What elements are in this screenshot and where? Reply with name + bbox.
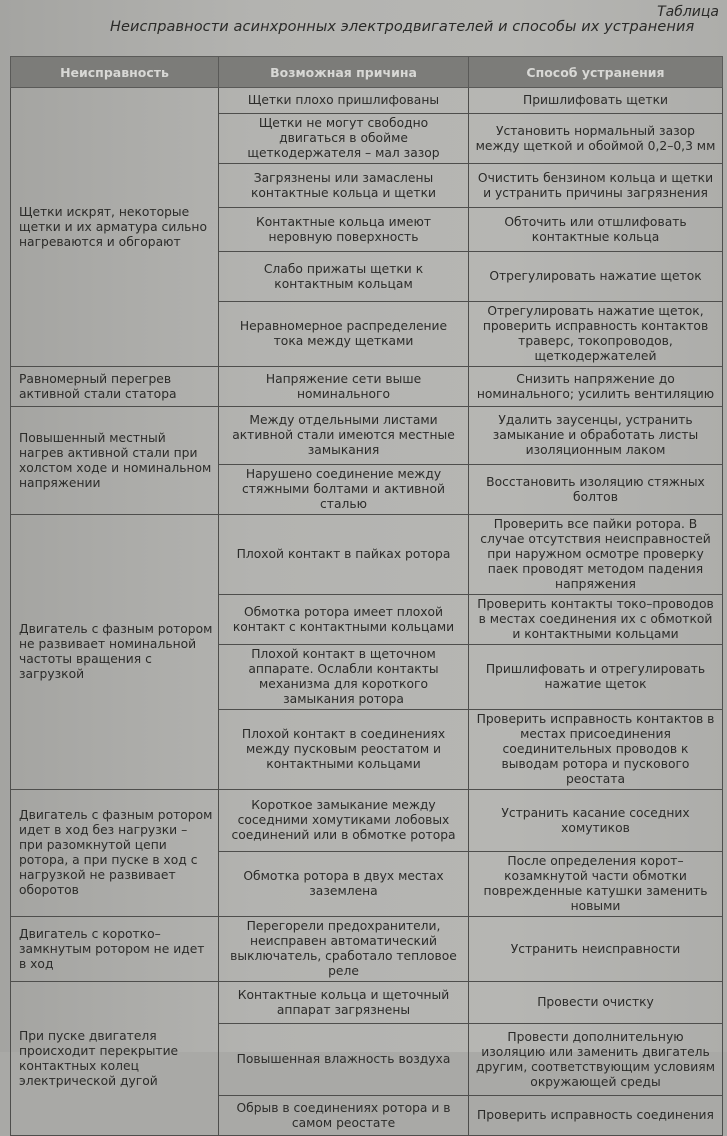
fix-cell: Проверить исправность контактов в местах присоединения соединительных проводов к выводам ротора и пускового реостата (469, 710, 723, 790)
cause-cell: Нарушено соединение между стяжными болтами и активной сталью (219, 465, 469, 515)
fix-cell: Проверить все пайки ротора. В случае отсутствия неисправностей при наружном осмотре проверку паек проводят методом падения напряжения (469, 515, 723, 595)
table-label: Таблица (657, 4, 719, 20)
fix-cell: Отрегулировать нажатие щеток, проверить исправность контактов траверс, токопроводов, щеткодержателей (469, 302, 723, 367)
faults-table (10, 56, 723, 1136)
fix-cell: Пришлифовать и отрегулировать нажатие щеток (469, 645, 723, 710)
cause-cell: Повышенная влажность воздуха (219, 1024, 469, 1096)
cause-cell: Короткое замыкание между соседними хомутиками лобовых соединений или в обмотке ротора (219, 790, 469, 852)
cause-cell: Между отдельными листами активной стали имеются местные замыкания (219, 407, 469, 465)
fix-cell: Очистить бензином кольца и щетки и устранить причины загрязнения (469, 164, 723, 208)
table-row (11, 790, 723, 852)
fix-cell: Восстановить изоляцию стяжных болтов (469, 465, 723, 515)
fix-cell: Устранить касание соседних хомутиков (469, 790, 723, 852)
header-fix: Способ устранения (469, 57, 723, 88)
header-row (11, 57, 723, 88)
cause-cell: Щетки плохо пришлифованы (219, 88, 469, 114)
fix-cell: Обточить или отшлифовать контактные кольца (469, 208, 723, 252)
cause-cell: Обрыв в соединениях ротора и в самом реостате (219, 1096, 469, 1136)
cause-cell: Контактные кольца имеют неровную поверхность (219, 208, 469, 252)
cause-cell: Контактные кольца и щеточный аппарат загрязнены (219, 982, 469, 1024)
fix-cell: Проверить контакты токо–проводов в местах соединения их с обмоткой и контактными кольцами (469, 595, 723, 645)
fix-cell: Удалить заусенцы, устранить замыкание и обработать листы изоляционным лаком (469, 407, 723, 465)
fault-cell: Щетки искрят, некоторые щетки и их арматура сильно нагреваются и обгорают (11, 88, 219, 367)
cause-cell: Плохой контакт в щеточном аппарате. Ослабли контакты механизма для короткого замыкания ротора (219, 645, 469, 710)
fix-cell: Отрегулировать нажатие щеток (469, 252, 723, 302)
cause-cell: Плохой контакт в пайках ротора (219, 515, 469, 595)
table-row (11, 88, 723, 114)
table-row (11, 407, 723, 465)
fault-cell: При пуске двигателя происходит перекрытие контактных колец электрической дугой (11, 982, 219, 1136)
fault-cell: Двигатель с фазным ротором не развивает номинальной частоты вращения с загрузкой (11, 515, 219, 790)
cause-cell: Плохой контакт в соединениях между пусковым реостатом и контактными кольцами (219, 710, 469, 790)
table-row (11, 367, 723, 407)
fault-cell: Двигатель с фазным ротором идет в ход без нагрузки – при разомкнутой цепи ротора, а при пуске в ход с нагрузкой не развивает оборотов (11, 790, 219, 917)
fix-cell: После определения корот–козамкнутой части обмотки поврежденные катушки заменить новыми (469, 852, 723, 917)
table-row (11, 917, 723, 982)
fault-cell: Равномерный перегрев активной стали статора (11, 367, 219, 407)
fix-cell: Пришлифовать щетки (469, 88, 723, 114)
cause-cell: Перегорели предохранители, неисправен автоматический выключатель, сработало тепловое реле (219, 917, 469, 982)
fix-cell: Провести очистку (469, 982, 723, 1024)
cause-cell: Обмотка ротора имеет плохой контакт с контактными кольцами (219, 595, 469, 645)
cause-cell: Щетки не могут свободно двигаться в обойме щеткодержателя – мал зазор (219, 114, 469, 164)
fault-cell: Двигатель с коротко–замкнутым ротором не идет в ход (11, 917, 219, 982)
header-cause: Возможная причина (219, 57, 469, 88)
cause-cell: Напряжение сети выше номинального (219, 367, 469, 407)
table-row (11, 982, 723, 1024)
fix-cell: Снизить напряжение до номинального; усилить вентиляцию (469, 367, 723, 407)
fix-cell: Проверить исправность соединения (469, 1096, 723, 1136)
fault-cell: Повышенный местный нагрев активной стали при холстом ходе и номинальном напряжении (11, 407, 219, 515)
fix-cell: Провести дополнительную изоляцию или заменить двигатель другим, соответствующим условиям окружающей среды (469, 1024, 723, 1096)
fix-cell: Устранить неисправности (469, 917, 723, 982)
header-fault: Неисправность (11, 57, 219, 88)
table-row (11, 515, 723, 595)
fix-cell: Установить нормальный зазор между щеткой и обоймой 0,2–0,3 мм (469, 114, 723, 164)
cause-cell: Слабо прижаты щетки к контактным кольцам (219, 252, 469, 302)
cause-cell: Загрязнены или замаслены контактные кольца и щетки (219, 164, 469, 208)
cause-cell: Неравномерное распределение тока между щетками (219, 302, 469, 367)
table-caption: Неисправности асинхронных электродвигателей и способы их устранения (110, 19, 695, 35)
cause-cell: Обмотка ротора в двух местах заземлена (219, 852, 469, 917)
